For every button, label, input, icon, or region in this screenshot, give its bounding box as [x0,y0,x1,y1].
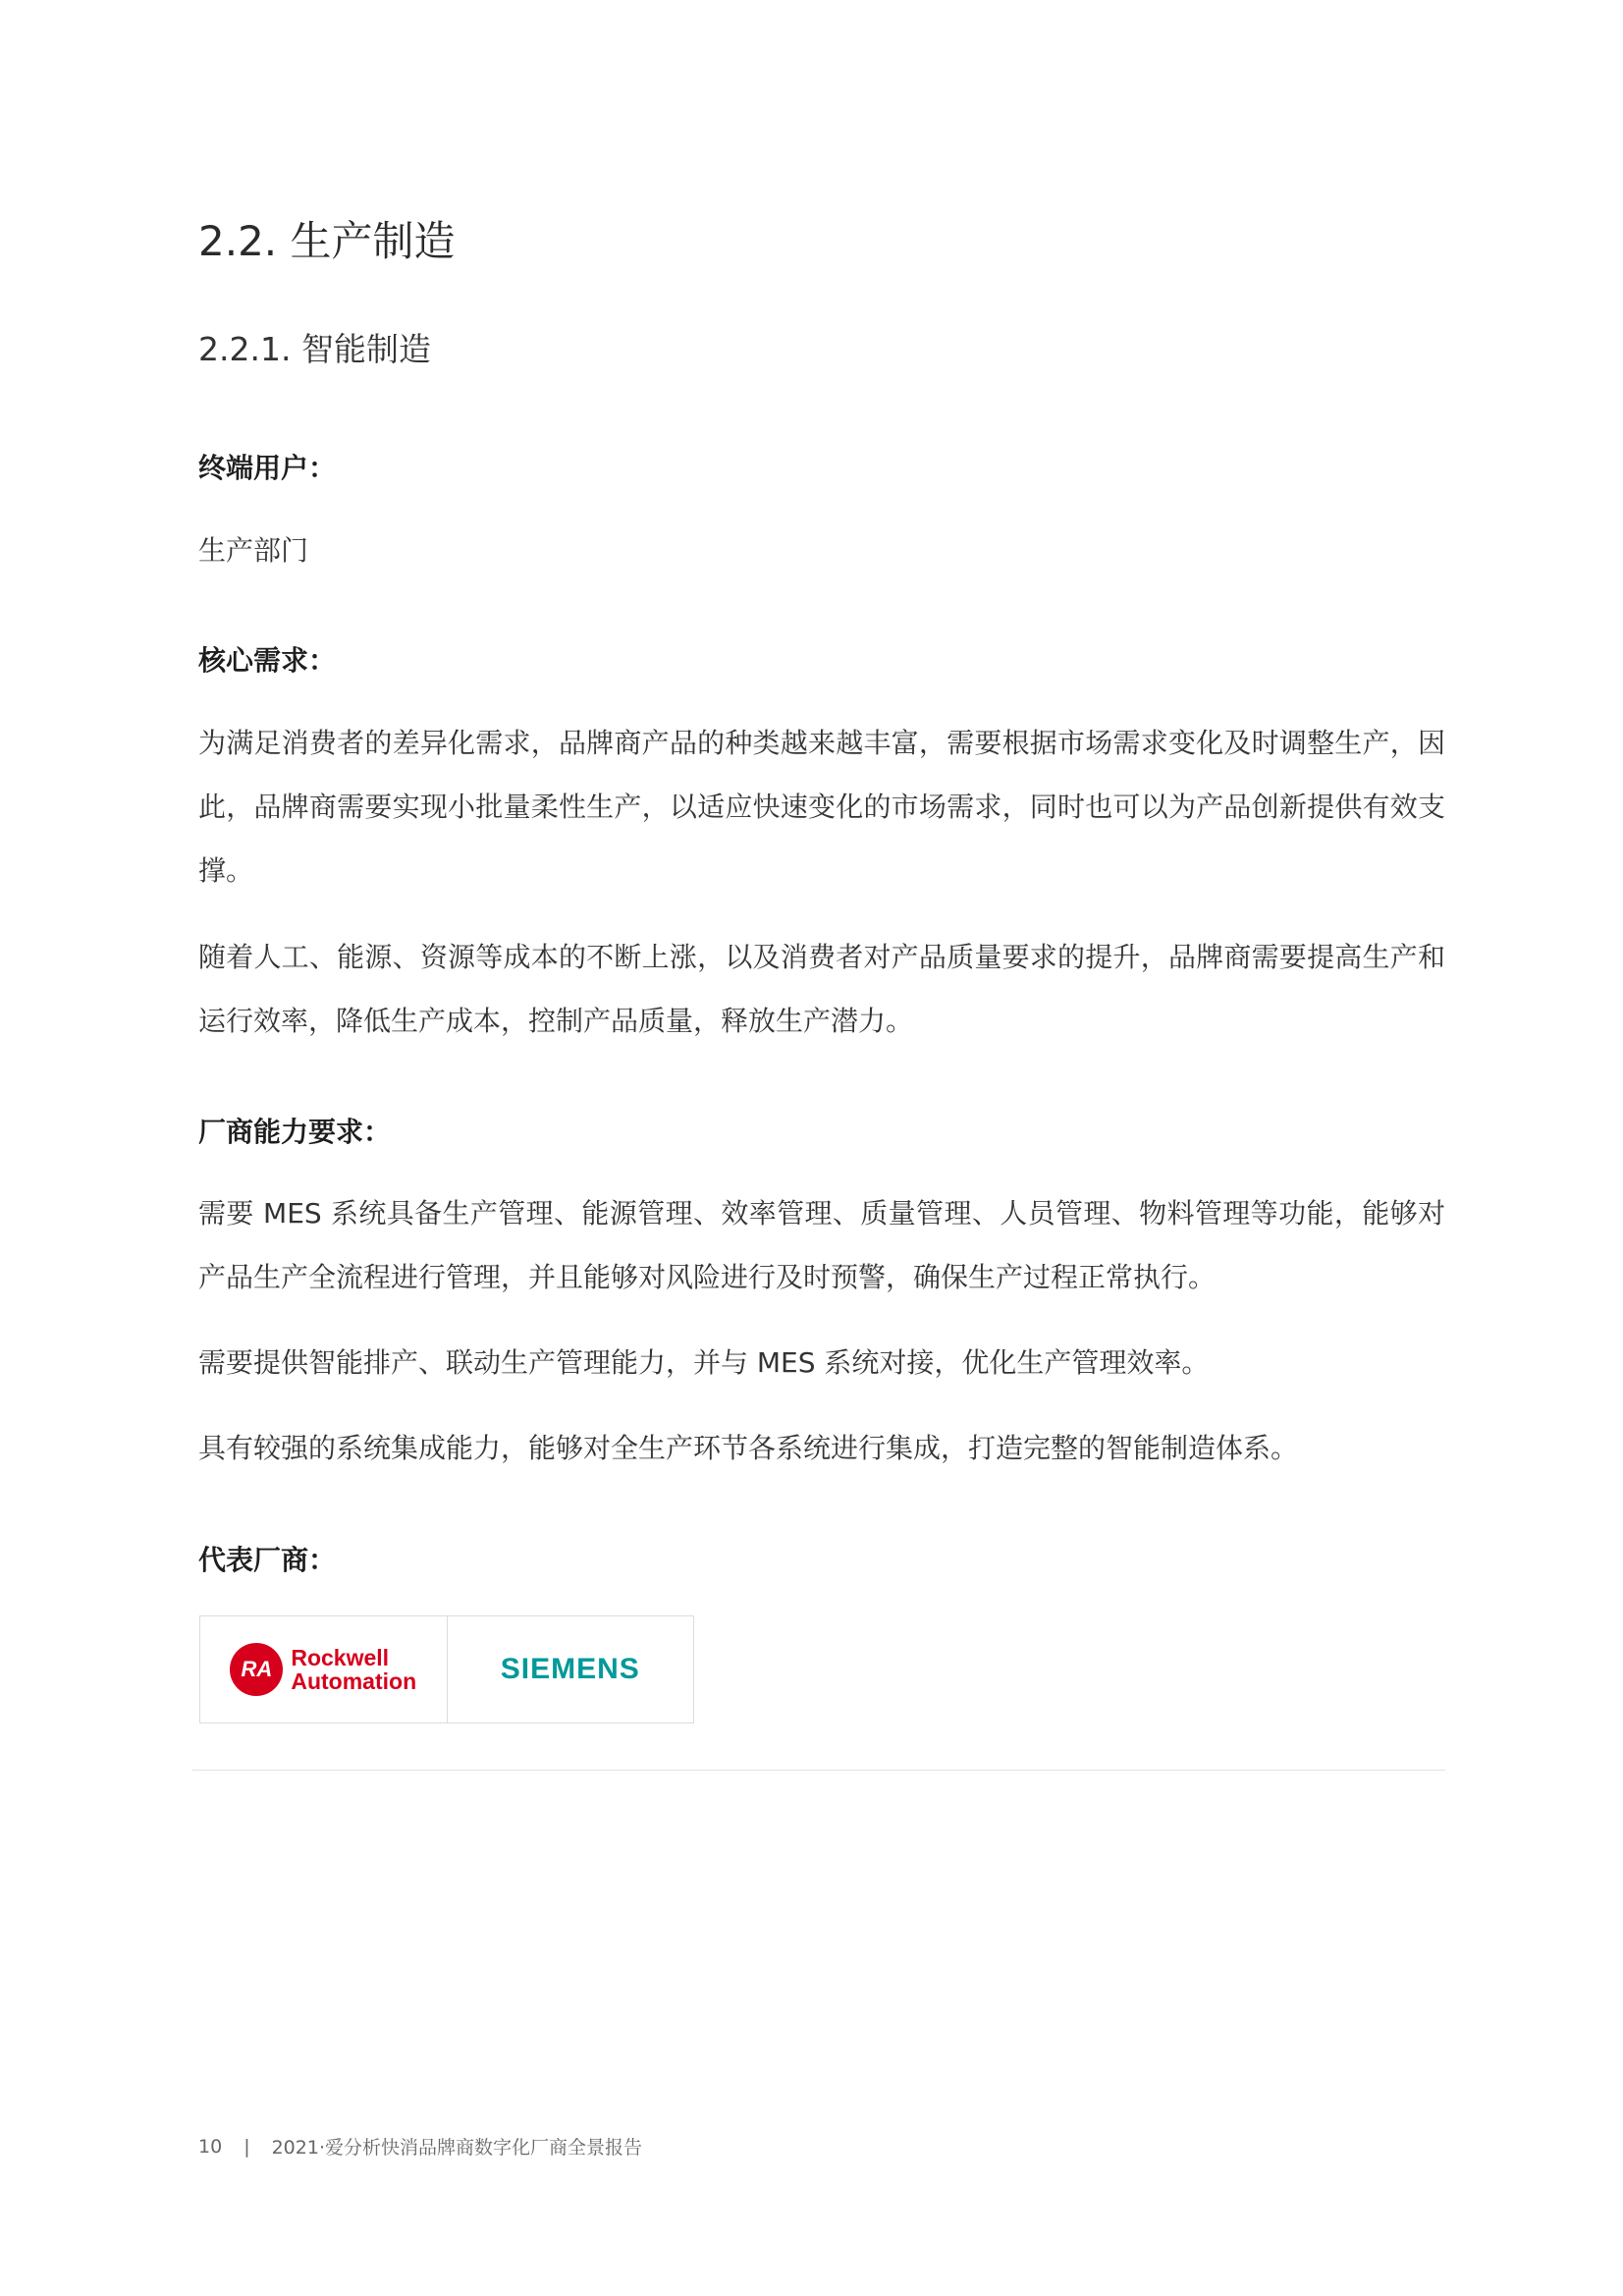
rockwell-logo-line2: Automation [291,1668,417,1694]
ra-badge-icon: RA [230,1643,283,1696]
end-user-text: 生产部门 [198,534,309,567]
end-user-label: 终端用户： [198,452,337,484]
core-needs-paragraph-1: 为满足消费者的差异化需求，品牌商产品的种类越来越丰富，需要根据市场需求变化及时调整生产，因此，品牌商需要实现小批量柔性生产，以适应快速变化的市场需求，同时也可以为产品创新提供有效支撑。 [198,727,1445,887]
page-number: 10 [198,2135,223,2158]
vendor-requirements-paragraph-2: 需要提供智能排产、联动生产管理能力，并与 MES 系统对接，优化生产管理效率。 [198,1346,1210,1379]
section-divider [192,1770,1445,1771]
core-needs-label: 核心需求： [198,644,337,677]
report-title: 2021·爱分析快消品牌商数字化厂商全景报告 [271,2137,642,2159]
page-footer [198,2133,642,2159]
vendor-requirements-paragraph-3: 具有较强的系统集成能力，能够对全生产环节各系统进行集成，打造完整的智能制造体系。 [198,1432,1299,1464]
vendor-requirements-label: 厂商能力要求： [198,1116,392,1148]
subsection-title: 2.2.1. 智能制造 [198,330,431,368]
section-title: 2.2. 生产制造 [198,217,456,265]
vendor-requirements-paragraph-1: 需要 MES 系统具备生产管理、能源管理、效率管理、质量管理、人员管理、物料管理等功能，能够对产品生产全流程进行管理，并且能够对风险进行及时预警，确保生产过程正常执行。 [198,1197,1445,1293]
rockwell-logo-line1: Rockwell [291,1645,390,1670]
footer-separator: | [243,2135,250,2158]
representative-vendors-label: 代表厂商： [198,1544,337,1576]
rockwell-automation-logo [200,1616,447,1722]
vendor-logo-strip [199,1615,694,1723]
siemens-logo [447,1616,694,1722]
core-needs-paragraph-2: 随着人工、能源、资源等成本的不断上涨，以及消费者对产品质量要求的提升，品牌商需要提高生产和运行效率，降低生产成本，控制产品质量，释放生产潜力。 [198,941,1445,1037]
siemens-logo-text: SIEMENS [500,1653,640,1685]
